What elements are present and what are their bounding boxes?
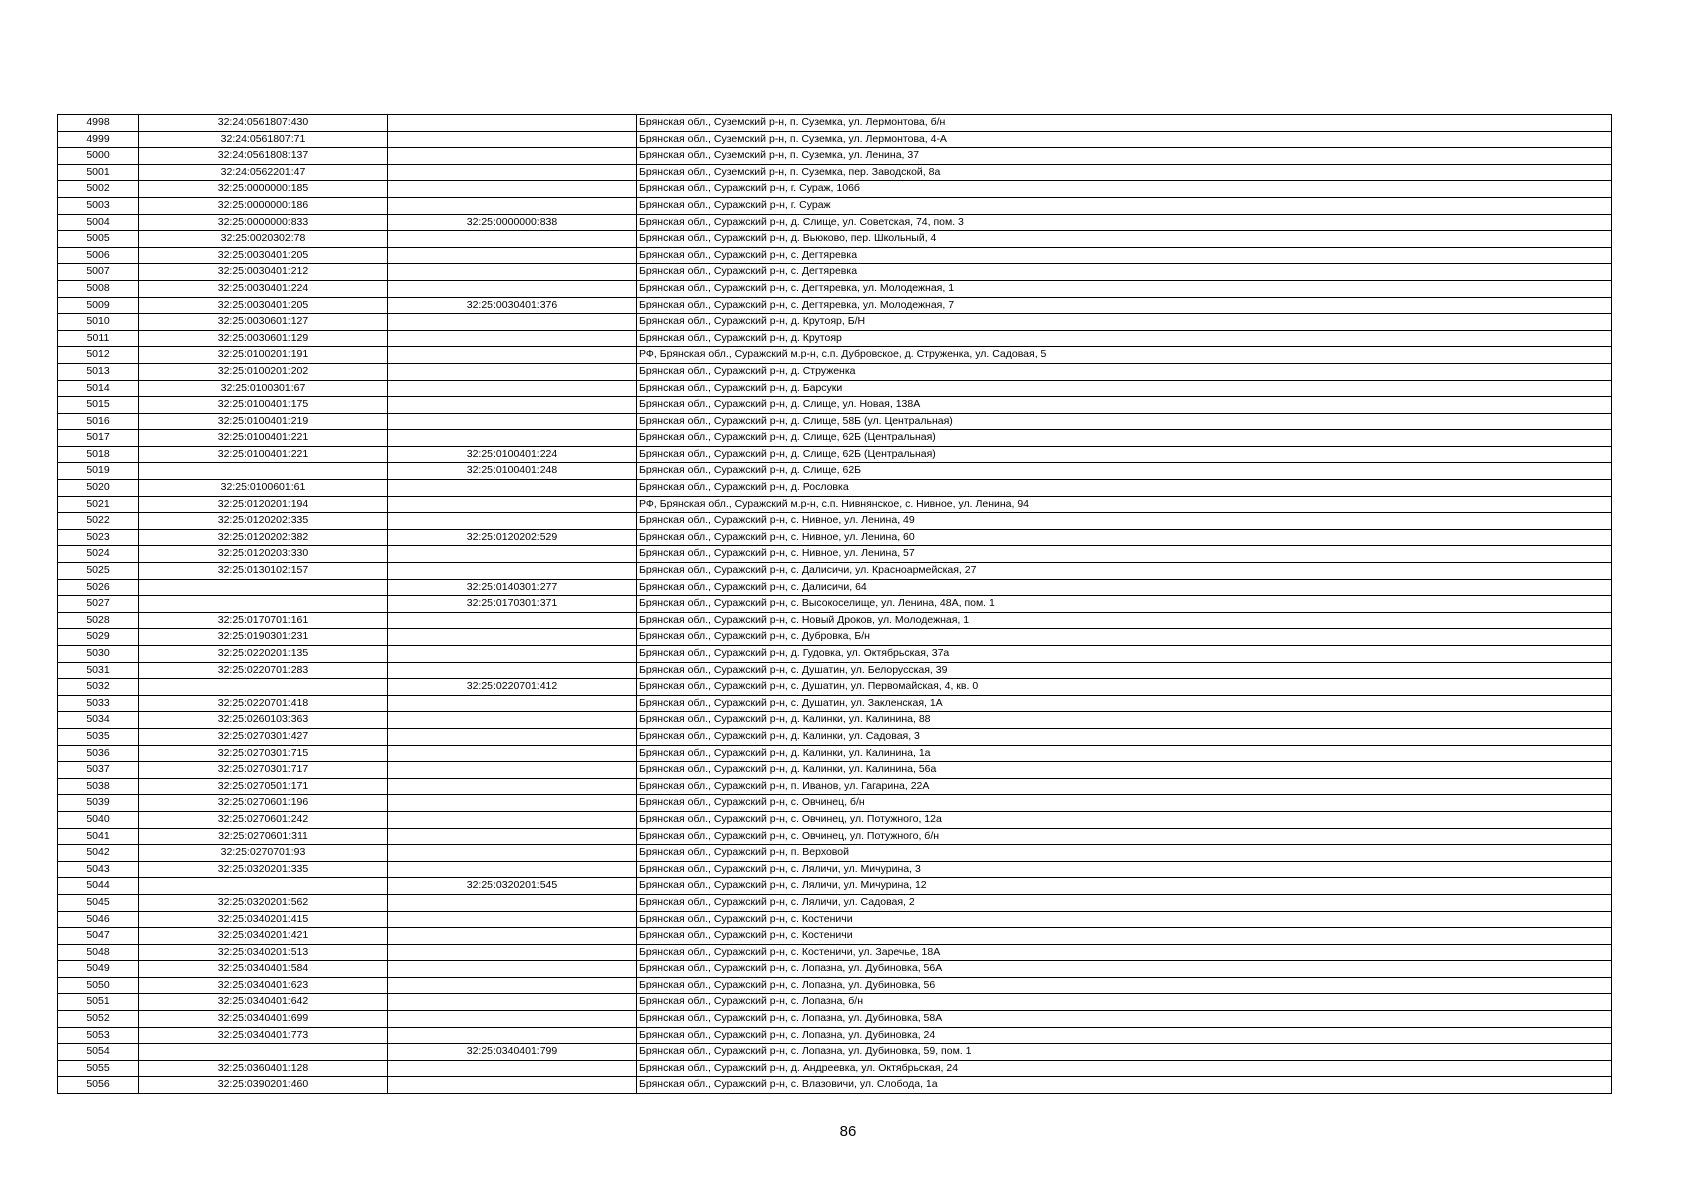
address-cell: Брянская обл., Суземский р-н, п. Суземка, ул. Ленина, 37	[637, 148, 1612, 165]
cadastral-number: 32:25:0270301:717	[139, 762, 388, 779]
address-cell: Брянская обл., Суражский р-н, с. Дегтяревка	[637, 247, 1612, 264]
row-number: 5004	[58, 214, 139, 231]
cadastral-number-secondary: 32:25:0120202:529	[388, 529, 637, 546]
row-number: 5054	[58, 1044, 139, 1061]
table-row	[58, 496, 1612, 513]
cadastral-number-secondary	[388, 1027, 637, 1044]
cadastral-number: 32:25:0340201:415	[139, 911, 388, 928]
address-cell: Брянская обл., Суражский р-н, д. Вьюково, пер. Школьный, 4	[637, 231, 1612, 248]
address-cell: Брянская обл., Суражский р-н, с. Нивное, ул. Ленина, 49	[637, 513, 1612, 530]
address-cell: Брянская обл., Суражский р-н, п. Иванов, ул. Гагарина, 22А	[637, 778, 1612, 795]
cadastral-number-secondary	[388, 911, 637, 928]
row-number: 5022	[58, 513, 139, 530]
row-number: 5017	[58, 430, 139, 447]
cadastral-number-secondary: 32:25:0170301:371	[388, 596, 637, 613]
cadastral-number: 32:25:0340401:623	[139, 977, 388, 994]
row-number: 5021	[58, 496, 139, 513]
cadastral-number: 32:25:0270301:715	[139, 745, 388, 762]
cadastral-number: 32:25:0100401:221	[139, 446, 388, 463]
cadastral-number: 32:25:0270301:427	[139, 728, 388, 745]
cadastral-number: 32:25:0130102:157	[139, 563, 388, 580]
row-number: 5050	[58, 977, 139, 994]
cadastral-number	[139, 596, 388, 613]
cadastral-number: 32:25:0030401:205	[139, 247, 388, 264]
address-cell: Брянская обл., Суражский р-н, г. Сураж, 106б	[637, 181, 1612, 198]
row-number: 5025	[58, 563, 139, 580]
cadastral-number: 32:25:0000000:185	[139, 181, 388, 198]
cadastral-number-secondary	[388, 1077, 637, 1094]
cadastral-number: 32:25:0100401:175	[139, 397, 388, 414]
cadastral-number-secondary	[388, 944, 637, 961]
row-number: 5030	[58, 646, 139, 663]
address-cell: Брянская обл., Суражский р-н, с. Душатин, ул. Белорусская, 39	[637, 662, 1612, 679]
table-row	[58, 247, 1612, 264]
row-number: 5029	[58, 629, 139, 646]
cadastral-number: 32:25:0120202:335	[139, 513, 388, 530]
row-number: 5046	[58, 911, 139, 928]
cadastral-number-secondary	[388, 695, 637, 712]
cadastral-number: 32:25:0100401:219	[139, 413, 388, 430]
address-cell: Брянская обл., Суражский р-н, д. Гудовка, ул. Октябрьская, 37а	[637, 646, 1612, 663]
cadastral-number-secondary: 32:25:0140301:277	[388, 579, 637, 596]
cadastral-number-secondary	[388, 928, 637, 945]
row-number: 5011	[58, 330, 139, 347]
address-cell: Брянская обл., Суражский р-н, с. Ляличи, ул. Садовая, 2	[637, 894, 1612, 911]
cadastral-number-secondary	[388, 363, 637, 380]
cadastral-number-secondary	[388, 712, 637, 729]
row-number: 4999	[58, 131, 139, 148]
cadastral-number: 32:25:0030401:212	[139, 264, 388, 281]
address-cell: Брянская обл., Суражский р-н, с. Душатин, ул. Закленская, 1А	[637, 695, 1612, 712]
row-number: 4998	[58, 115, 139, 132]
cadastral-number-secondary	[388, 745, 637, 762]
row-number: 5015	[58, 397, 139, 414]
table-row	[58, 164, 1612, 181]
cadastral-number-secondary	[388, 894, 637, 911]
table-row	[58, 115, 1612, 132]
cadastral-number: 32:25:0100601:61	[139, 480, 388, 497]
cadastral-number-secondary: 32:25:0100401:248	[388, 463, 637, 480]
cadastral-number: 32:25:0320201:562	[139, 894, 388, 911]
address-cell: Брянская обл., Суражский р-н, с. Овчинец, ул. Потужного, 12а	[637, 811, 1612, 828]
cadastral-number-secondary	[388, 828, 637, 845]
cadastral-number-secondary	[388, 662, 637, 679]
table-row	[58, 280, 1612, 297]
address-cell: Брянская обл., Суражский р-н, с. Ляличи, ул. Мичурина, 12	[637, 878, 1612, 895]
address-cell: Брянская обл., Суражский р-н, с. Лопазна, ул. Дубиновка, 56А	[637, 961, 1612, 978]
table-row	[58, 264, 1612, 281]
cadastral-number: 32:25:0260103:363	[139, 712, 388, 729]
cadastral-number-secondary	[388, 430, 637, 447]
cadastral-number: 32:25:0360401:128	[139, 1060, 388, 1077]
address-cell: РФ, Брянская обл., Суражский м.р-н, с.п. Дубровское, д. Струженка, ул. Садовая, 5	[637, 347, 1612, 364]
table-row	[58, 1044, 1612, 1061]
address-cell: Брянская обл., Суражский р-н, д. Крутояр, Б/Н	[637, 314, 1612, 331]
address-cell: Брянская обл., Суражский р-н, д. Калинки, ул. Калинина, 1а	[637, 745, 1612, 762]
row-number: 5035	[58, 728, 139, 745]
row-number: 5039	[58, 795, 139, 812]
address-cell: Брянская обл., Суражский р-н, д. Слище, ул. Новая, 138А	[637, 397, 1612, 414]
row-number: 5009	[58, 297, 139, 314]
address-cell: РФ, Брянская обл., Суражский м.р-н, с.п. Нивнянское, с. Нивное, ул. Ленина, 94	[637, 496, 1612, 513]
row-number: 5031	[58, 662, 139, 679]
cadastral-number: 32:25:0030601:129	[139, 330, 388, 347]
table-row	[58, 347, 1612, 364]
row-number: 5023	[58, 529, 139, 546]
table-row	[58, 529, 1612, 546]
row-number: 5038	[58, 778, 139, 795]
address-cell: Брянская обл., Суражский р-н, с. Нивное, ул. Ленина, 60	[637, 529, 1612, 546]
registry-table	[57, 114, 1612, 1094]
row-number: 5020	[58, 480, 139, 497]
row-number: 5045	[58, 894, 139, 911]
cadastral-number-secondary	[388, 480, 637, 497]
row-number: 5016	[58, 413, 139, 430]
cadastral-number: 32:25:0000000:833	[139, 214, 388, 231]
cadastral-number-secondary	[388, 1011, 637, 1028]
address-cell: Брянская обл., Суражский р-н, с. Овчинец, б/н	[637, 795, 1612, 812]
table-row	[58, 363, 1612, 380]
row-number: 5000	[58, 148, 139, 165]
table-row	[58, 728, 1612, 745]
cadastral-number: 32:25:0340401:584	[139, 961, 388, 978]
table-row	[58, 546, 1612, 563]
cadastral-number-secondary	[388, 247, 637, 264]
row-number: 5006	[58, 247, 139, 264]
cadastral-number-secondary	[388, 131, 637, 148]
row-number: 5008	[58, 280, 139, 297]
address-cell: Брянская обл., Суражский р-н, д. Слище, 62Б (Центральная)	[637, 446, 1612, 463]
cadastral-number-secondary	[388, 845, 637, 862]
cadastral-number: 32:25:0030401:205	[139, 297, 388, 314]
row-number: 5005	[58, 231, 139, 248]
cadastral-number-secondary	[388, 413, 637, 430]
table-row	[58, 961, 1612, 978]
cadastral-number: 32:25:0320201:335	[139, 861, 388, 878]
table-row	[58, 944, 1612, 961]
cadastral-number-secondary	[388, 778, 637, 795]
address-cell: Брянская обл., Суражский р-н, д. Слище, 62Б (Центральная)	[637, 430, 1612, 447]
row-number: 5044	[58, 878, 139, 895]
table-row	[58, 563, 1612, 580]
row-number: 5028	[58, 612, 139, 629]
cadastral-number: 32:24:0562201:47	[139, 164, 388, 181]
cadastral-number: 32:25:0340201:513	[139, 944, 388, 961]
table-row	[58, 513, 1612, 530]
address-cell: Брянская обл., Суражский р-н, с. Лопазна, ул. Дубиновка, 58А	[637, 1011, 1612, 1028]
cadastral-number-secondary	[388, 330, 637, 347]
cadastral-number: 32:24:0561807:430	[139, 115, 388, 132]
cadastral-number-secondary	[388, 811, 637, 828]
row-number: 5001	[58, 164, 139, 181]
address-cell: Брянская обл., Суражский р-н, д. Слище, ул. Советская, 74, пом. 3	[637, 214, 1612, 231]
cadastral-number-secondary	[388, 197, 637, 214]
cadastral-number: 32:25:0120202:382	[139, 529, 388, 546]
address-cell: Брянская обл., Суражский р-н, с. Влазовичи, ул. Слобода, 1а	[637, 1077, 1612, 1094]
cadastral-number-secondary	[388, 115, 637, 132]
table-row	[58, 994, 1612, 1011]
table-row	[58, 928, 1612, 945]
cadastral-number: 32:25:0100201:202	[139, 363, 388, 380]
row-number: 5034	[58, 712, 139, 729]
table-row	[58, 1060, 1612, 1077]
row-number: 5002	[58, 181, 139, 198]
table-row	[58, 1077, 1612, 1094]
cadastral-number: 32:25:0220701:283	[139, 662, 388, 679]
cadastral-number-secondary	[388, 728, 637, 745]
cadastral-number-secondary	[388, 563, 637, 580]
cadastral-number: 32:25:0270601:242	[139, 811, 388, 828]
cadastral-number-secondary: 32:25:0000000:838	[388, 214, 637, 231]
address-cell: Брянская обл., Суражский р-н, с. Душатин, ул. Первомайская, 4, кв. 0	[637, 679, 1612, 696]
address-cell: Брянская обл., Суражский р-н, г. Сураж	[637, 197, 1612, 214]
cadastral-number: 32:25:0340201:421	[139, 928, 388, 945]
table-row	[58, 148, 1612, 165]
address-cell: Брянская обл., Суражский р-н, с. Лопазна, ул. Дубиновка, 59, пом. 1	[637, 1044, 1612, 1061]
cadastral-number: 32:25:0030601:127	[139, 314, 388, 331]
address-cell: Брянская обл., Суражский р-н, с. Ляличи, ул. Мичурина, 3	[637, 861, 1612, 878]
table-row	[58, 231, 1612, 248]
row-number: 5007	[58, 264, 139, 281]
row-number: 5053	[58, 1027, 139, 1044]
table-row	[58, 314, 1612, 331]
table-row	[58, 662, 1612, 679]
cadastral-number: 32:25:0270701:93	[139, 845, 388, 862]
address-cell: Брянская обл., Суражский р-н, д. Крутояр	[637, 330, 1612, 347]
row-number: 5047	[58, 928, 139, 945]
page-number: 86	[839, 1123, 857, 1140]
cadastral-number: 32:25:0030401:224	[139, 280, 388, 297]
table-row	[58, 712, 1612, 729]
address-cell: Брянская обл., Суражский р-н, д. Рословка	[637, 480, 1612, 497]
address-cell: Брянская обл., Суражский р-н, д. Слище, 58Б (ул. Центральная)	[637, 413, 1612, 430]
address-cell: Брянская обл., Суражский р-н, д. Калинки, ул. Садовая, 3	[637, 728, 1612, 745]
address-cell: Брянская обл., Суражский р-н, д. Струженка	[637, 363, 1612, 380]
address-cell: Брянская обл., Суражский р-н, с. Лопазна, ул. Дубиновка, 56	[637, 977, 1612, 994]
table-row	[58, 828, 1612, 845]
address-cell: Брянская обл., Суражский р-н, с. Лопазна, б/н	[637, 994, 1612, 1011]
cadastral-number-secondary	[388, 762, 637, 779]
cadastral-number-secondary	[388, 646, 637, 663]
address-cell: Брянская обл., Суражский р-н, п. Верховой	[637, 845, 1612, 862]
cadastral-number: 32:25:0120201:194	[139, 496, 388, 513]
table-row	[58, 1027, 1612, 1044]
table-row	[58, 845, 1612, 862]
cadastral-number-secondary	[388, 496, 637, 513]
address-cell: Брянская обл., Суражский р-н, д. Барсуки	[637, 380, 1612, 397]
address-cell: Брянская обл., Суражский р-н, с. Дегтяревка, ул. Молодежная, 7	[637, 297, 1612, 314]
cadastral-number: 32:25:0270601:196	[139, 795, 388, 812]
row-number: 5024	[58, 546, 139, 563]
cadastral-number: 32:25:0340401:699	[139, 1011, 388, 1028]
cadastral-number-secondary	[388, 546, 637, 563]
row-number: 5014	[58, 380, 139, 397]
row-number: 5018	[58, 446, 139, 463]
cadastral-number-secondary	[388, 397, 637, 414]
cadastral-number: 32:25:0340401:773	[139, 1027, 388, 1044]
cadastral-number-secondary	[388, 347, 637, 364]
address-cell: Брянская обл., Суземский р-н, п. Суземка, ул. Лермонтова, б/н	[637, 115, 1612, 132]
table-row	[58, 894, 1612, 911]
address-cell: Брянская обл., Суражский р-н, с. Высокоселище, ул. Ленина, 48А, пом. 1	[637, 596, 1612, 613]
table-row	[58, 330, 1612, 347]
table-row	[58, 977, 1612, 994]
address-cell: Брянская обл., Суражский р-н, с. Дегтяревка	[637, 264, 1612, 281]
address-cell: Брянская обл., Суражский р-н, с. Лопазна, ул. Дубиновка, 24	[637, 1027, 1612, 1044]
cadastral-number-secondary: 32:25:0220701:412	[388, 679, 637, 696]
cadastral-number: 32:25:0020302:78	[139, 231, 388, 248]
table-row	[58, 679, 1612, 696]
registry-table-body	[58, 115, 1612, 1094]
row-number: 5026	[58, 579, 139, 596]
cadastral-number: 32:25:0390201:460	[139, 1077, 388, 1094]
table-row	[58, 745, 1612, 762]
cadastral-number-secondary	[388, 148, 637, 165]
cadastral-number: 32:25:0100401:221	[139, 430, 388, 447]
cadastral-number-secondary	[388, 994, 637, 1011]
table-row	[58, 397, 1612, 414]
address-cell: Брянская обл., Суземский р-н, п. Суземка, пер. Заводской, 8а	[637, 164, 1612, 181]
cadastral-number	[139, 1044, 388, 1061]
address-cell: Брянская обл., Суземский р-н, п. Суземка, ул. Лермонтова, 4-А	[637, 131, 1612, 148]
cadastral-number-secondary: 32:25:0340401:799	[388, 1044, 637, 1061]
row-number: 5056	[58, 1077, 139, 1094]
table-row	[58, 629, 1612, 646]
row-number: 5049	[58, 961, 139, 978]
table-row	[58, 861, 1612, 878]
cadastral-number: 32:25:0190301:231	[139, 629, 388, 646]
row-number: 5042	[58, 845, 139, 862]
table-row	[58, 197, 1612, 214]
address-cell: Брянская обл., Суражский р-н, с. Овчинец, ул. Потужного, б/н	[637, 828, 1612, 845]
table-row	[58, 181, 1612, 198]
cadastral-number-secondary	[388, 380, 637, 397]
cadastral-number-secondary	[388, 629, 637, 646]
table-row	[58, 446, 1612, 463]
cadastral-number: 32:25:0340401:642	[139, 994, 388, 1011]
cadastral-number: 32:25:0270601:311	[139, 828, 388, 845]
table-row	[58, 1011, 1612, 1028]
cadastral-number: 32:25:0120203:330	[139, 546, 388, 563]
address-cell: Брянская обл., Суражский р-н, с. Новый Дроков, ул. Молодежная, 1	[637, 612, 1612, 629]
address-cell: Брянская обл., Суражский р-н, с. Дегтяревка, ул. Молодежная, 1	[637, 280, 1612, 297]
row-number: 5043	[58, 861, 139, 878]
table-row	[58, 795, 1612, 812]
address-cell: Брянская обл., Суражский р-н, с. Нивное, ул. Ленина, 57	[637, 546, 1612, 563]
table-row	[58, 380, 1612, 397]
cadastral-number-secondary	[388, 795, 637, 812]
row-number: 5055	[58, 1060, 139, 1077]
cadastral-number: 32:25:0100201:191	[139, 347, 388, 364]
address-cell: Брянская обл., Суражский р-н, д. Андреевка, ул. Октябрьская, 24	[637, 1060, 1612, 1077]
cadastral-number-secondary	[388, 231, 637, 248]
address-cell: Брянская обл., Суражский р-н, с. Костеничи	[637, 911, 1612, 928]
cadastral-number-secondary	[388, 181, 637, 198]
table-row	[58, 911, 1612, 928]
table-row	[58, 430, 1612, 447]
address-cell: Брянская обл., Суражский р-н, с. Дубровка, Б/н	[637, 629, 1612, 646]
table-row	[58, 695, 1612, 712]
row-number: 5051	[58, 994, 139, 1011]
address-cell: Брянская обл., Суражский р-н, д. Калинки, ул. Калинина, 56а	[637, 762, 1612, 779]
row-number: 5013	[58, 363, 139, 380]
cadastral-number	[139, 463, 388, 480]
address-cell: Брянская обл., Суражский р-н, д. Калинки, ул. Калинина, 88	[637, 712, 1612, 729]
cadastral-number: 32:25:0170701:161	[139, 612, 388, 629]
address-cell: Брянская обл., Суражский р-н, с. Далисичи, 64	[637, 579, 1612, 596]
table-row	[58, 762, 1612, 779]
cadastral-number: 32:25:0220701:418	[139, 695, 388, 712]
row-number: 5040	[58, 811, 139, 828]
cadastral-number-secondary	[388, 264, 637, 281]
table-row	[58, 646, 1612, 663]
table-row	[58, 878, 1612, 895]
address-cell: Брянская обл., Суражский р-н, с. Далисичи, ул. Красноармейская, 27	[637, 563, 1612, 580]
cadastral-number-secondary	[388, 977, 637, 994]
cadastral-number: 32:25:0100301:67	[139, 380, 388, 397]
row-number: 5003	[58, 197, 139, 214]
row-number: 5041	[58, 828, 139, 845]
row-number: 5010	[58, 314, 139, 331]
table-row	[58, 214, 1612, 231]
cadastral-number-secondary: 32:25:0030401:376	[388, 297, 637, 314]
cadastral-number: 32:24:0561808:137	[139, 148, 388, 165]
cadastral-number	[139, 579, 388, 596]
row-number: 5037	[58, 762, 139, 779]
cadastral-number	[139, 679, 388, 696]
table-row	[58, 612, 1612, 629]
row-number: 5033	[58, 695, 139, 712]
cadastral-number-secondary	[388, 164, 637, 181]
cadastral-number: 32:24:0561807:71	[139, 131, 388, 148]
cadastral-number-secondary: 32:25:0100401:224	[388, 446, 637, 463]
cadastral-number: 32:25:0270501:171	[139, 778, 388, 795]
row-number: 5032	[58, 679, 139, 696]
cadastral-number	[139, 878, 388, 895]
row-number: 5048	[58, 944, 139, 961]
cadastral-number-secondary	[388, 314, 637, 331]
table-row	[58, 463, 1612, 480]
cadastral-number-secondary: 32:25:0320201:545	[388, 878, 637, 895]
table-row	[58, 131, 1612, 148]
address-cell: Брянская обл., Суражский р-н, с. Костеничи	[637, 928, 1612, 945]
address-cell: Брянская обл., Суражский р-н, с. Костеничи, ул. Заречье, 18А	[637, 944, 1612, 961]
cadastral-number: 32:25:0000000:186	[139, 197, 388, 214]
row-number: 5052	[58, 1011, 139, 1028]
table-row	[58, 579, 1612, 596]
cadastral-number-secondary	[388, 861, 637, 878]
table-row	[58, 413, 1612, 430]
table-row	[58, 480, 1612, 497]
cadastral-number-secondary	[388, 280, 637, 297]
row-number: 5036	[58, 745, 139, 762]
cadastral-number-secondary	[388, 513, 637, 530]
cadastral-number-secondary	[388, 961, 637, 978]
cadastral-number: 32:25:0220201:135	[139, 646, 388, 663]
address-cell: Брянская обл., Суражский р-н, д. Слище, 62Б	[637, 463, 1612, 480]
table-row	[58, 778, 1612, 795]
row-number: 5012	[58, 347, 139, 364]
table-row	[58, 811, 1612, 828]
row-number: 5027	[58, 596, 139, 613]
table-row	[58, 297, 1612, 314]
row-number: 5019	[58, 463, 139, 480]
table-row	[58, 596, 1612, 613]
cadastral-number-secondary	[388, 1060, 637, 1077]
cadastral-number-secondary	[388, 612, 637, 629]
